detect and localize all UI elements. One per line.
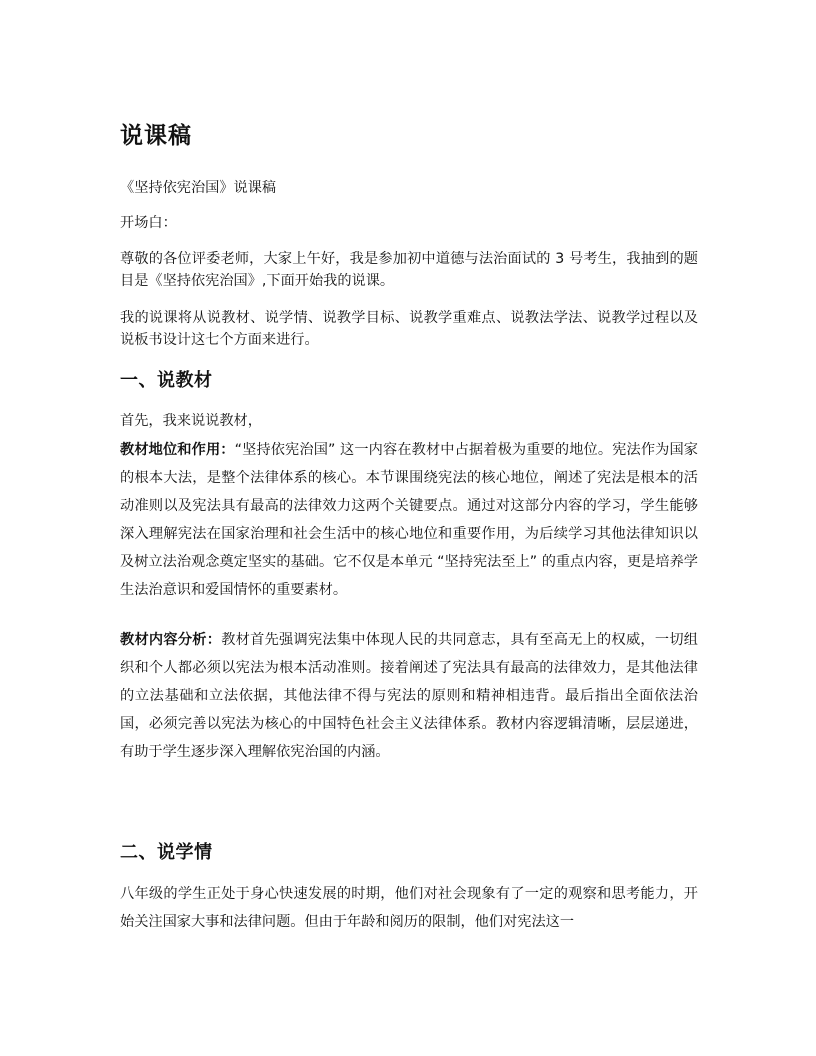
section-heading-students: 二、说学情 [120,842,213,863]
materials-position-lead: 教材地位和作用： [120,442,235,458]
materials-content-text: 教材首先强调宪法集中体现人民的共同意志，具有至高无上的权威，一切组织和个人都必须以宪法为根本活动准则。接着阐述了宪法具有最高的法律效力，是其他法律的立法基础和立法依据，其他法律不得与宪法的原则和精神相违背。最后指出全面依法治国，必须完善以宪法为核心的中国特色社会主义法律体系。教材内容逻辑清晰，层层递进，有助于学生逐步深入理解依宪治国的内涵。 [120,632,698,760]
document-subtitle: 《坚持依宪治国》说课稿 [120,180,277,196]
students-paragraph: 八年级的学生正处于身心快速发展的时期，他们对社会现象有了一定的观察和思考能力，开始关注国家大事和法律问题。但由于年龄和阅历的限制，他们对宪法这一 [120,886,698,930]
materials-content-lead: 教材内容分析： [120,632,222,648]
materials-position-text: “坚持依宪治国” 这一内容在教材中占据着极为重要的地位。宪法作为国家的根本大法，是整个法律体系的核心。本节课围绕宪法的核心地位，阐述了宪法是根本的活动准则以及宪法具有最高的法律效力这两个关键要点。通过对这部分内容的学习，学生能够深入理解宪法在国家治理和社会生活中的核心地位和重要作用，为后续学习其他法律知识以及树立法治观念奠定坚实的基础。它不仅是本单元 “坚持宪法至上” 的重点内容，更是培养学生法治意识和爱国情怀的重要素材。 [120,442,698,598]
materials-content-paragraph [120,626,698,766]
document-title: 说课稿 [120,123,192,149]
opening-paragraph: 尊敬的各位评委老师，大家上午好，我是参加初中道德与法治面试的 3 号考生，我抽到的题目是《坚持依宪治国》,下面开始我的说课。 [120,251,698,289]
section-heading-materials: 一、说教材 [120,370,213,391]
materials-intro: 首先，我来说说教材， [120,413,262,429]
opening-label: 开场白： [120,215,177,231]
overview-paragraph: 我的说课将从说教材、说学情、说教学目标、说教学重难点、说教法学法、说教学过程以及说板书设计这七个方面来进行。 [120,310,698,348]
materials-position-paragraph [120,436,698,604]
